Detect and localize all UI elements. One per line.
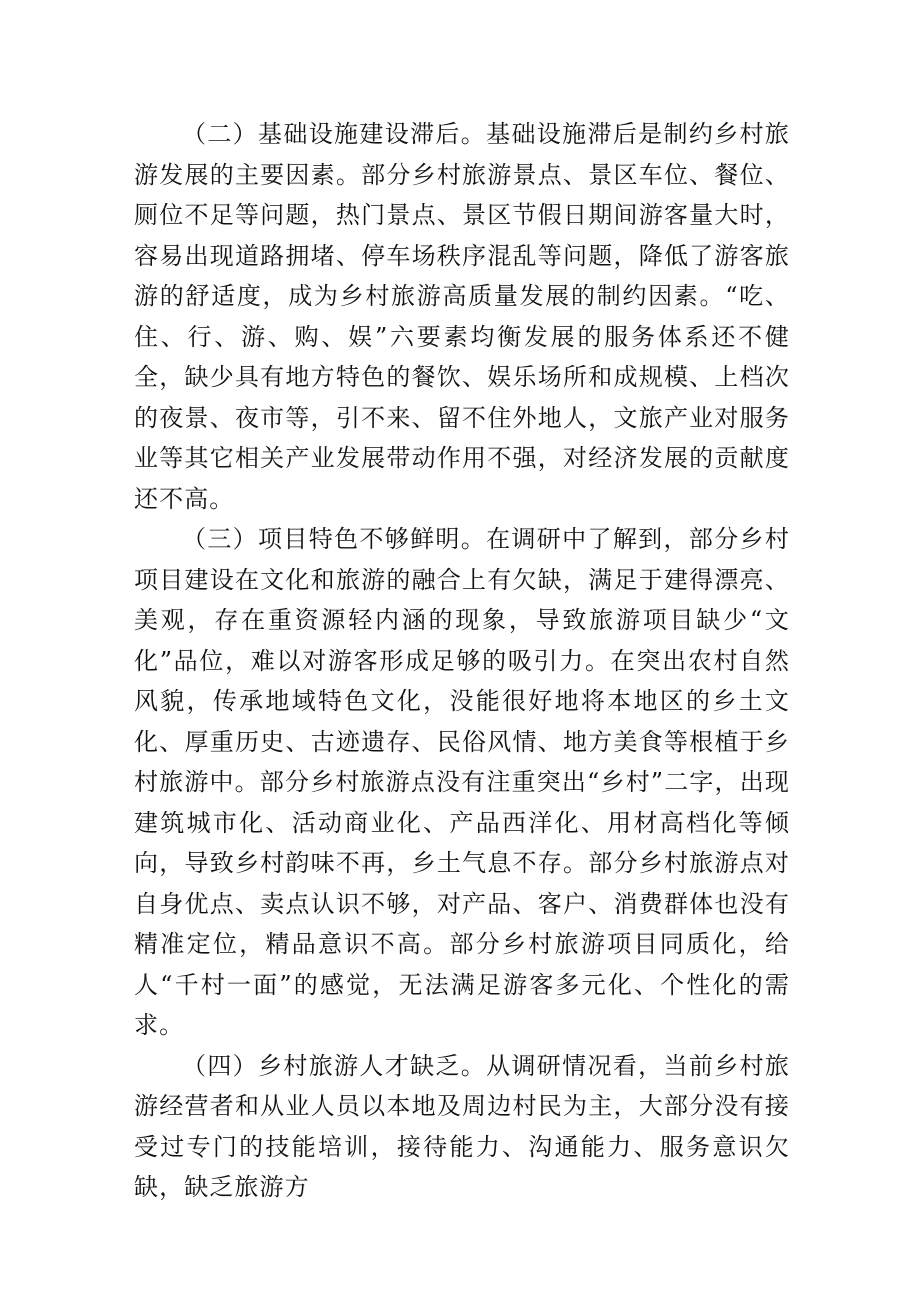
paragraph-infrastructure: （二）基础设施建设滞后。基础设施滞后是制约乡村旅游发展的主要因素。部分乡村旅游景点、景区车位、餐位、厕位不足等问题，热门景点、景区节假日期间游客量大时，容易出现道路拥堵、停车场秩序混乱等问题，降低了游客旅游的舒适度，成为乡村旅游高质量发展的制约因素。“吃、住、行、游、购、娱”六要素均衡发展的服务体系还不健全，缺少具有地方特色的餐饮、娱乐场所和成规模、上档次的夜景、夜市等，引不来、留不住外地人，文旅产业对服务业等其它相关产业发展带动作用不强，对经济发展的贡献度还不高。 xyxy=(134,120,790,513)
document-body xyxy=(134,114,790,1208)
paragraph-talent-shortage: （四）乡村旅游人才缺乏。从调研情况看，当前乡村旅游经营者和从业人员以本地及周边村民为主，大部分没有接受过专门的技能培训，接待能力、沟通能力、服务意识欠缺，缺乏旅游方 xyxy=(134,1051,790,1201)
paragraph-project-features: （三）项目特色不够鲜明。在调研中了解到，部分乡村项目建设在文化和旅游的融合上有欠缺，满足于建得漂亮、美观，存在重资源轻内涵的现象，导致旅游项目缺少“文化”品位，难以对游客形成足够的吸引力。在突出农村自然风貌，传承地域特色文化，没能很好地将本地区的乡土文化、厚重历史、古迹遗存、民俗风情、地方美食等根植于乡村旅游中。部分乡村旅游点没有注重突出“乡村”二字，出现建筑城市化、活动商业化、产品西洋化、用材高档化等倾向，导致乡村韵味不再，乡土气息不存。部分乡村旅游点对自身优点、卖点认识不够，对产品、客户、消费群体也没有精准定位，精品意识不高。部分乡村旅游项目同质化，给人“千村一面”的感觉，无法满足游客多元化、个性化的需求。 xyxy=(134,525,790,1039)
